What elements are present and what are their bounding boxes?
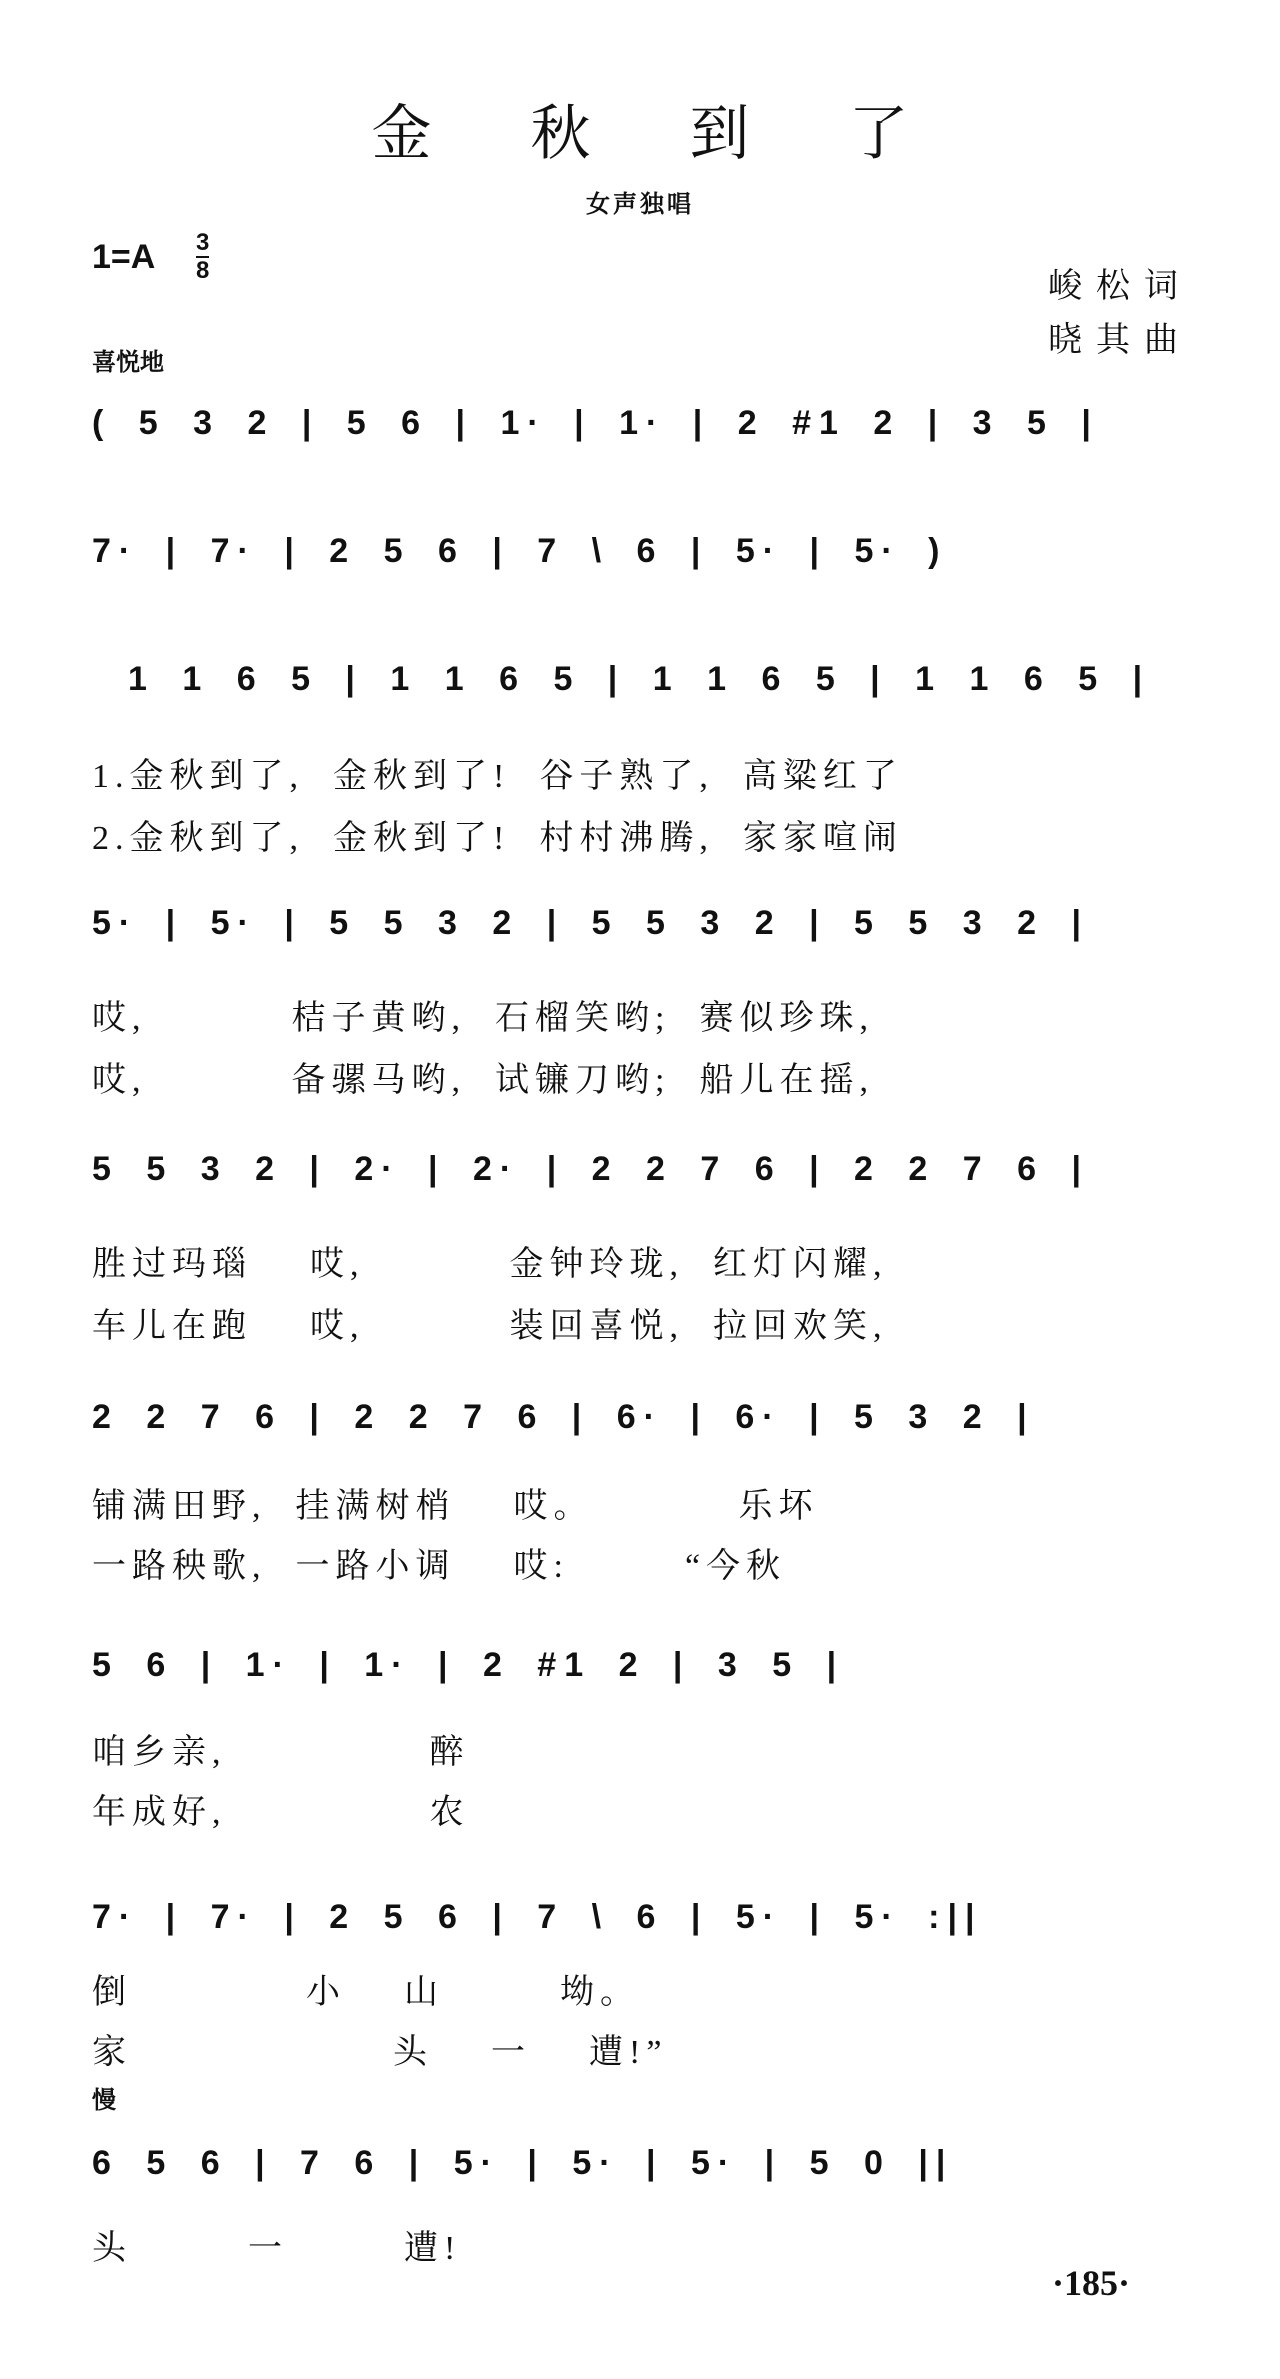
notation-line: 5· | 5· | 5 5 3 2 | 5 5 3 2 | 5 5 3 2 | [92, 904, 1089, 942]
lyric-verse-1: 哎, 桔子黄哟, 石榴笑哟; 赛似珍珠, [92, 1000, 874, 1037]
notation-line: 6 5 6 | 7 6 | 5· | 5· | 5· | 5 0 || [92, 2144, 954, 2182]
lyric-verse-1: 咱乡亲, 醉 [92, 1734, 470, 1771]
notation-line: 7· | 7· | 2 5 6 | 7 \ 6 | 5· | 5· ) [92, 532, 948, 570]
page-number: ·185· [1051, 2263, 1130, 2303]
lyric-verse-1: 1.金秋到了, 金秋到了! 谷子熟了, 高粱红了 [92, 758, 903, 795]
score-system-9 [0, 2080, 1280, 2267]
tempo-marking: 喜悦地 [92, 349, 164, 376]
score-system-7 [0, 1646, 1280, 1846]
page-title: 金 秋 到 了 [371, 101, 951, 167]
subtitle: 女声独唱 [586, 192, 694, 218]
notation-line: 1 1 6 5 | 1 1 6 5 | 1 1 6 5 | 1 1 6 5 | [128, 660, 1151, 698]
lyric-verse-1: 头 一 遭! [92, 2230, 462, 2267]
score-system-3 [0, 660, 1280, 860]
lyric-verse-2: 年成好, 农 [92, 1794, 470, 1831]
tempo-marking-slow: 慢 [92, 2087, 116, 2114]
lyric-verse-2: 车儿在跑 哎, 装回喜悦, 拉回欢笑, [92, 1308, 888, 1345]
lyric-verse-2: 家 头 一 遭!” [92, 2034, 668, 2071]
score-system-6 [0, 1398, 1280, 1598]
lyric-verse-1: 铺满田野, 挂满树梢 哎。 乐坏 [92, 1488, 819, 1525]
lyric-verse-1: 倒 小 山 坳。 [92, 1974, 640, 2011]
lyric-verse-1: 胜过玛瑙 哎, 金钟玲珑, 红灯闪耀, [92, 1246, 888, 1283]
notation-line: 2 2 7 6 | 2 2 7 6 | 6· | 6· | 5 3 2 | [92, 1398, 1035, 1436]
lyric-verse-2: 哎, 备骡马哟, 试镰刀哟; 船儿在摇, [92, 1062, 874, 1099]
notation-line: 5 6 | 1· | 1· | 2 #1 2 | 3 5 | [92, 1646, 845, 1684]
notation-line: ( 5 3 2 | 5 6 | 1· | 1· | 2 #1 2 | 3 5 | [92, 404, 1099, 442]
score-system-5 [0, 1150, 1280, 1350]
key-signature: 1=A [92, 238, 156, 276]
score-system-4 [0, 904, 1280, 1104]
score-system-2 [0, 532, 1280, 592]
notation-line: 5 5 3 2 | 2· | 2· | 2 2 7 6 | 2 2 7 6 | [92, 1150, 1089, 1188]
time-signature [196, 230, 209, 284]
lyric-verse-2: 2.金秋到了, 金秋到了! 村村沸腾, 家家喧闹 [92, 820, 903, 857]
notation-line: 7· | 7· | 2 5 6 | 7 \ 6 | 5· | 5· :|| [92, 1898, 983, 1936]
composer-credit: 晓其曲 [1048, 322, 1192, 359]
lyric-verse-2: 一路秧歌, 一路小调 哎: “今秋 [92, 1548, 787, 1585]
lyricist-credit: 峻松词 [1048, 268, 1192, 305]
time-bottom: 8 [196, 257, 210, 284]
time-top: 3 [196, 229, 210, 256]
score-system-1 [0, 404, 1280, 464]
